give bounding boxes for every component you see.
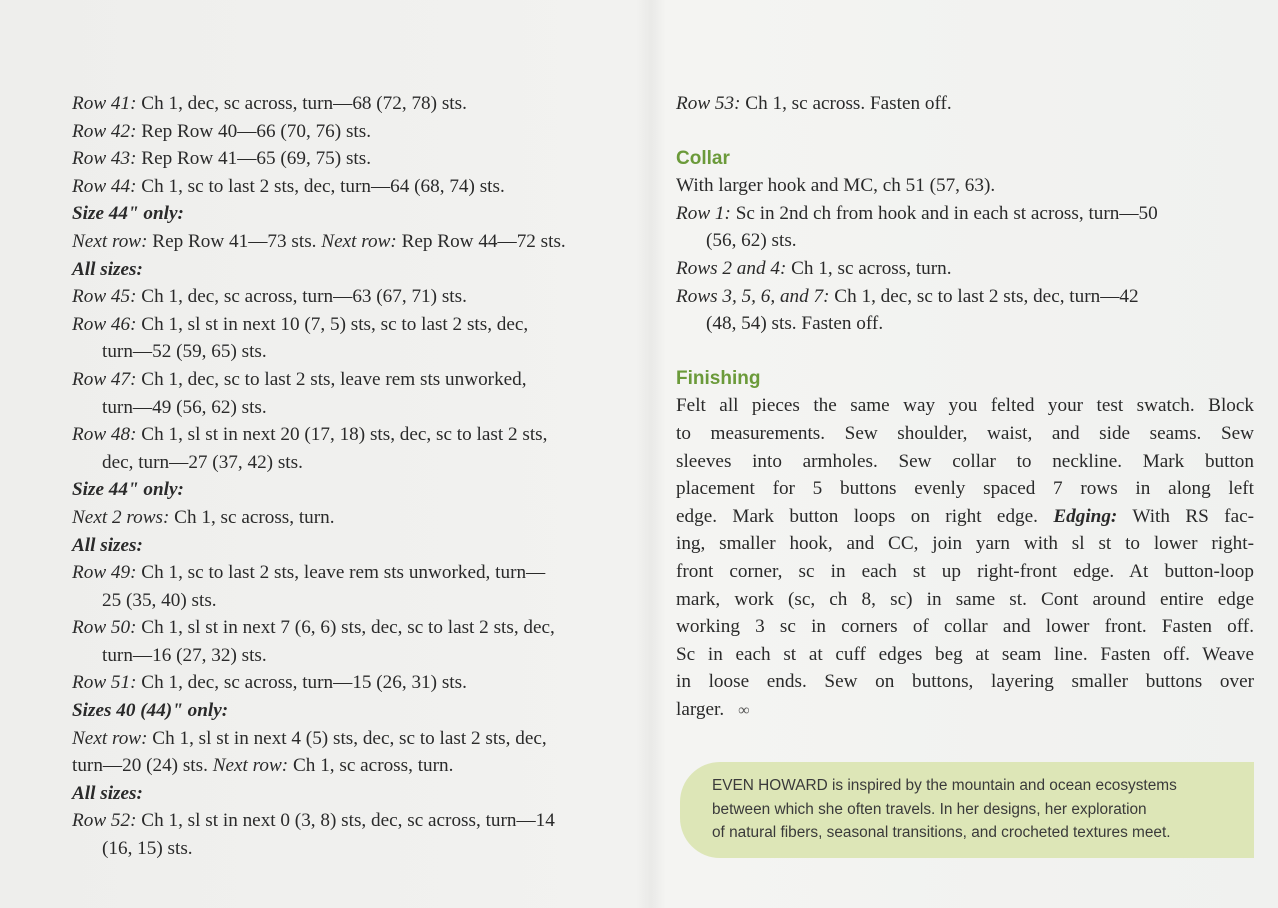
bio-line: of natural fibers, seasonal transitions, and crocheted textures meet. — [712, 824, 1171, 841]
collar-heading: Collar — [676, 147, 730, 169]
row-41: Row 41: Ch 1, dec, sc across, turn—68 (72, 78) sts. — [72, 93, 467, 114]
collar-intro: With larger hook and MC, ch 51 (57, 63). — [676, 175, 996, 197]
row-46: Row 46: Ch 1, sl st in next 10 (7, 5) sts, sc to last 2 sts, dec, — [72, 313, 529, 335]
bio-line: EVEN HOWARD is inspired by the mountain and ocean ecosystems — [712, 777, 1177, 794]
row-52-continued: (16, 15) sts. — [102, 838, 193, 860]
bio-line: between which she often travels. In her designs, her exploration — [712, 800, 1147, 818]
row-45: Row 45: Ch 1, dec, sc across, turn—63 (67, 71) sts. — [72, 286, 467, 308]
collar-rows-3-5-6-7-continued: (48, 54) sts. Fasten off. — [706, 313, 884, 335]
collar-row-1-continued: (56, 62) sts. — [706, 230, 797, 252]
row-50: Row 50: Ch 1, sl st in next 7 (6, 6) sts, dec, sc to last 2 sts, dec, — [72, 617, 555, 639]
finishing-line: to measurements. Sew shoulder, waist, and side seams. Sew — [676, 422, 1254, 444]
finishing-line: edge. Mark button loops on right edge. Edging: With RS fac- — [676, 505, 1254, 527]
row-44: Row 44: Ch 1, sc to last 2 sts, dec, turn—64 (68, 74) sts. — [72, 175, 505, 197]
row-43: Row 43: Rep Row 41—65 (69, 75) sts. — [72, 148, 372, 170]
sizes-40-44-heading: Sizes 40 (44)" only: — [72, 700, 229, 722]
row-47: Row 47: Ch 1, dec, sc to last 2 sts, leave rem sts unworked, — [72, 368, 527, 390]
row-47-continued: turn—49 (56, 62) sts. — [102, 396, 267, 418]
next-row-continued: turn—20 (24) sts. Next row: Ch 1, sc across, turn. — [72, 755, 454, 777]
designer-bio-box — [680, 762, 1254, 858]
row-49: Row 49: Ch 1, sc to last 2 sts, leave rem sts unworked, turn— — [72, 562, 546, 584]
next-row-pair: Next row: Rep Row 41—73 sts. Next row: Rep Row 44—72 sts. — [72, 230, 566, 252]
size-44-heading: Size 44" only: — [72, 203, 184, 225]
finishing-line: Sc in each st at cuff edges beg at seam line. Fasten off. Weave — [676, 643, 1254, 665]
finishing-line: ing, smaller hook, and CC, join yarn with sl st to lower right- — [676, 533, 1254, 555]
collar-rows-2-4: Rows 2 and 4: Ch 1, sc across, turn. — [676, 257, 952, 279]
row-49-continued: 25 (35, 40) sts. — [102, 589, 217, 611]
row-48: Row 48: Ch 1, sl st in next 20 (17, 18) sts, dec, sc to last 2 sts, — [72, 424, 548, 446]
next-2-rows: Next 2 rows: Ch 1, sc across, turn. — [72, 506, 335, 528]
all-sizes-heading: All sizes: — [72, 534, 143, 556]
all-sizes-heading: All sizes: — [72, 258, 143, 280]
next-row: Next row: Ch 1, sl st in next 4 (5) sts, dec, sc to last 2 sts, dec, — [72, 727, 547, 749]
row-52: Row 52: Ch 1, sl st in next 0 (3, 8) sts, dec, sc across, turn—14 — [72, 810, 555, 832]
finishing-line: front corner, sc in each st up right-front edge. At button-loop — [676, 560, 1254, 582]
collar-row-1: Row 1: Sc in 2nd ch from hook and in each st across, turn—50 — [676, 202, 1158, 224]
row-50-continued: turn—16 (27, 32) sts. — [102, 644, 267, 666]
end-mark-icon: ∞ — [738, 701, 750, 719]
size-44-heading: Size 44" only: — [72, 479, 184, 501]
finishing-heading: Finishing — [676, 367, 761, 389]
finishing-line: working 3 sc in corners of collar and lower front. Fasten off. — [676, 616, 1254, 638]
finishing-line: Felt all pieces the same way you felted your test swatch. Block — [676, 395, 1254, 417]
finishing-line: mark, work (sc, ch 8, sc) in same st. Cont around entire edge — [676, 588, 1254, 610]
right-column — [676, 90, 1254, 724]
row-46-continued: turn—52 (59, 65) sts. — [102, 341, 267, 363]
finishing-line: in loose ends. Sew on buttons, layering smaller buttons over — [676, 671, 1254, 693]
finishing-line: sleeves into armholes. Sew collar to neckline. Mark button — [676, 450, 1254, 472]
finishing-line: placement for 5 buttons evenly spaced 7 rows in along left — [676, 478, 1254, 500]
edging-label: Edging: — [1053, 505, 1118, 527]
row-42: Row 42: Rep Row 40—66 (70, 76) sts. — [72, 120, 372, 142]
collar-rows-3-5-6-7: Rows 3, 5, 6, and 7: Ch 1, dec, sc to last 2 sts, dec, turn—42 — [676, 285, 1139, 307]
finishing-last-line: larger. ∞ — [676, 696, 1254, 725]
left-column — [72, 90, 652, 863]
all-sizes-heading: All sizes: — [72, 782, 143, 804]
row-51: Row 51: Ch 1, dec, sc across, turn—15 (26, 31) sts. — [72, 672, 467, 694]
row-48-continued: dec, turn—27 (37, 42) sts. — [102, 451, 303, 473]
row-53: Row 53: Ch 1, sc across. Fasten off. — [676, 93, 952, 114]
